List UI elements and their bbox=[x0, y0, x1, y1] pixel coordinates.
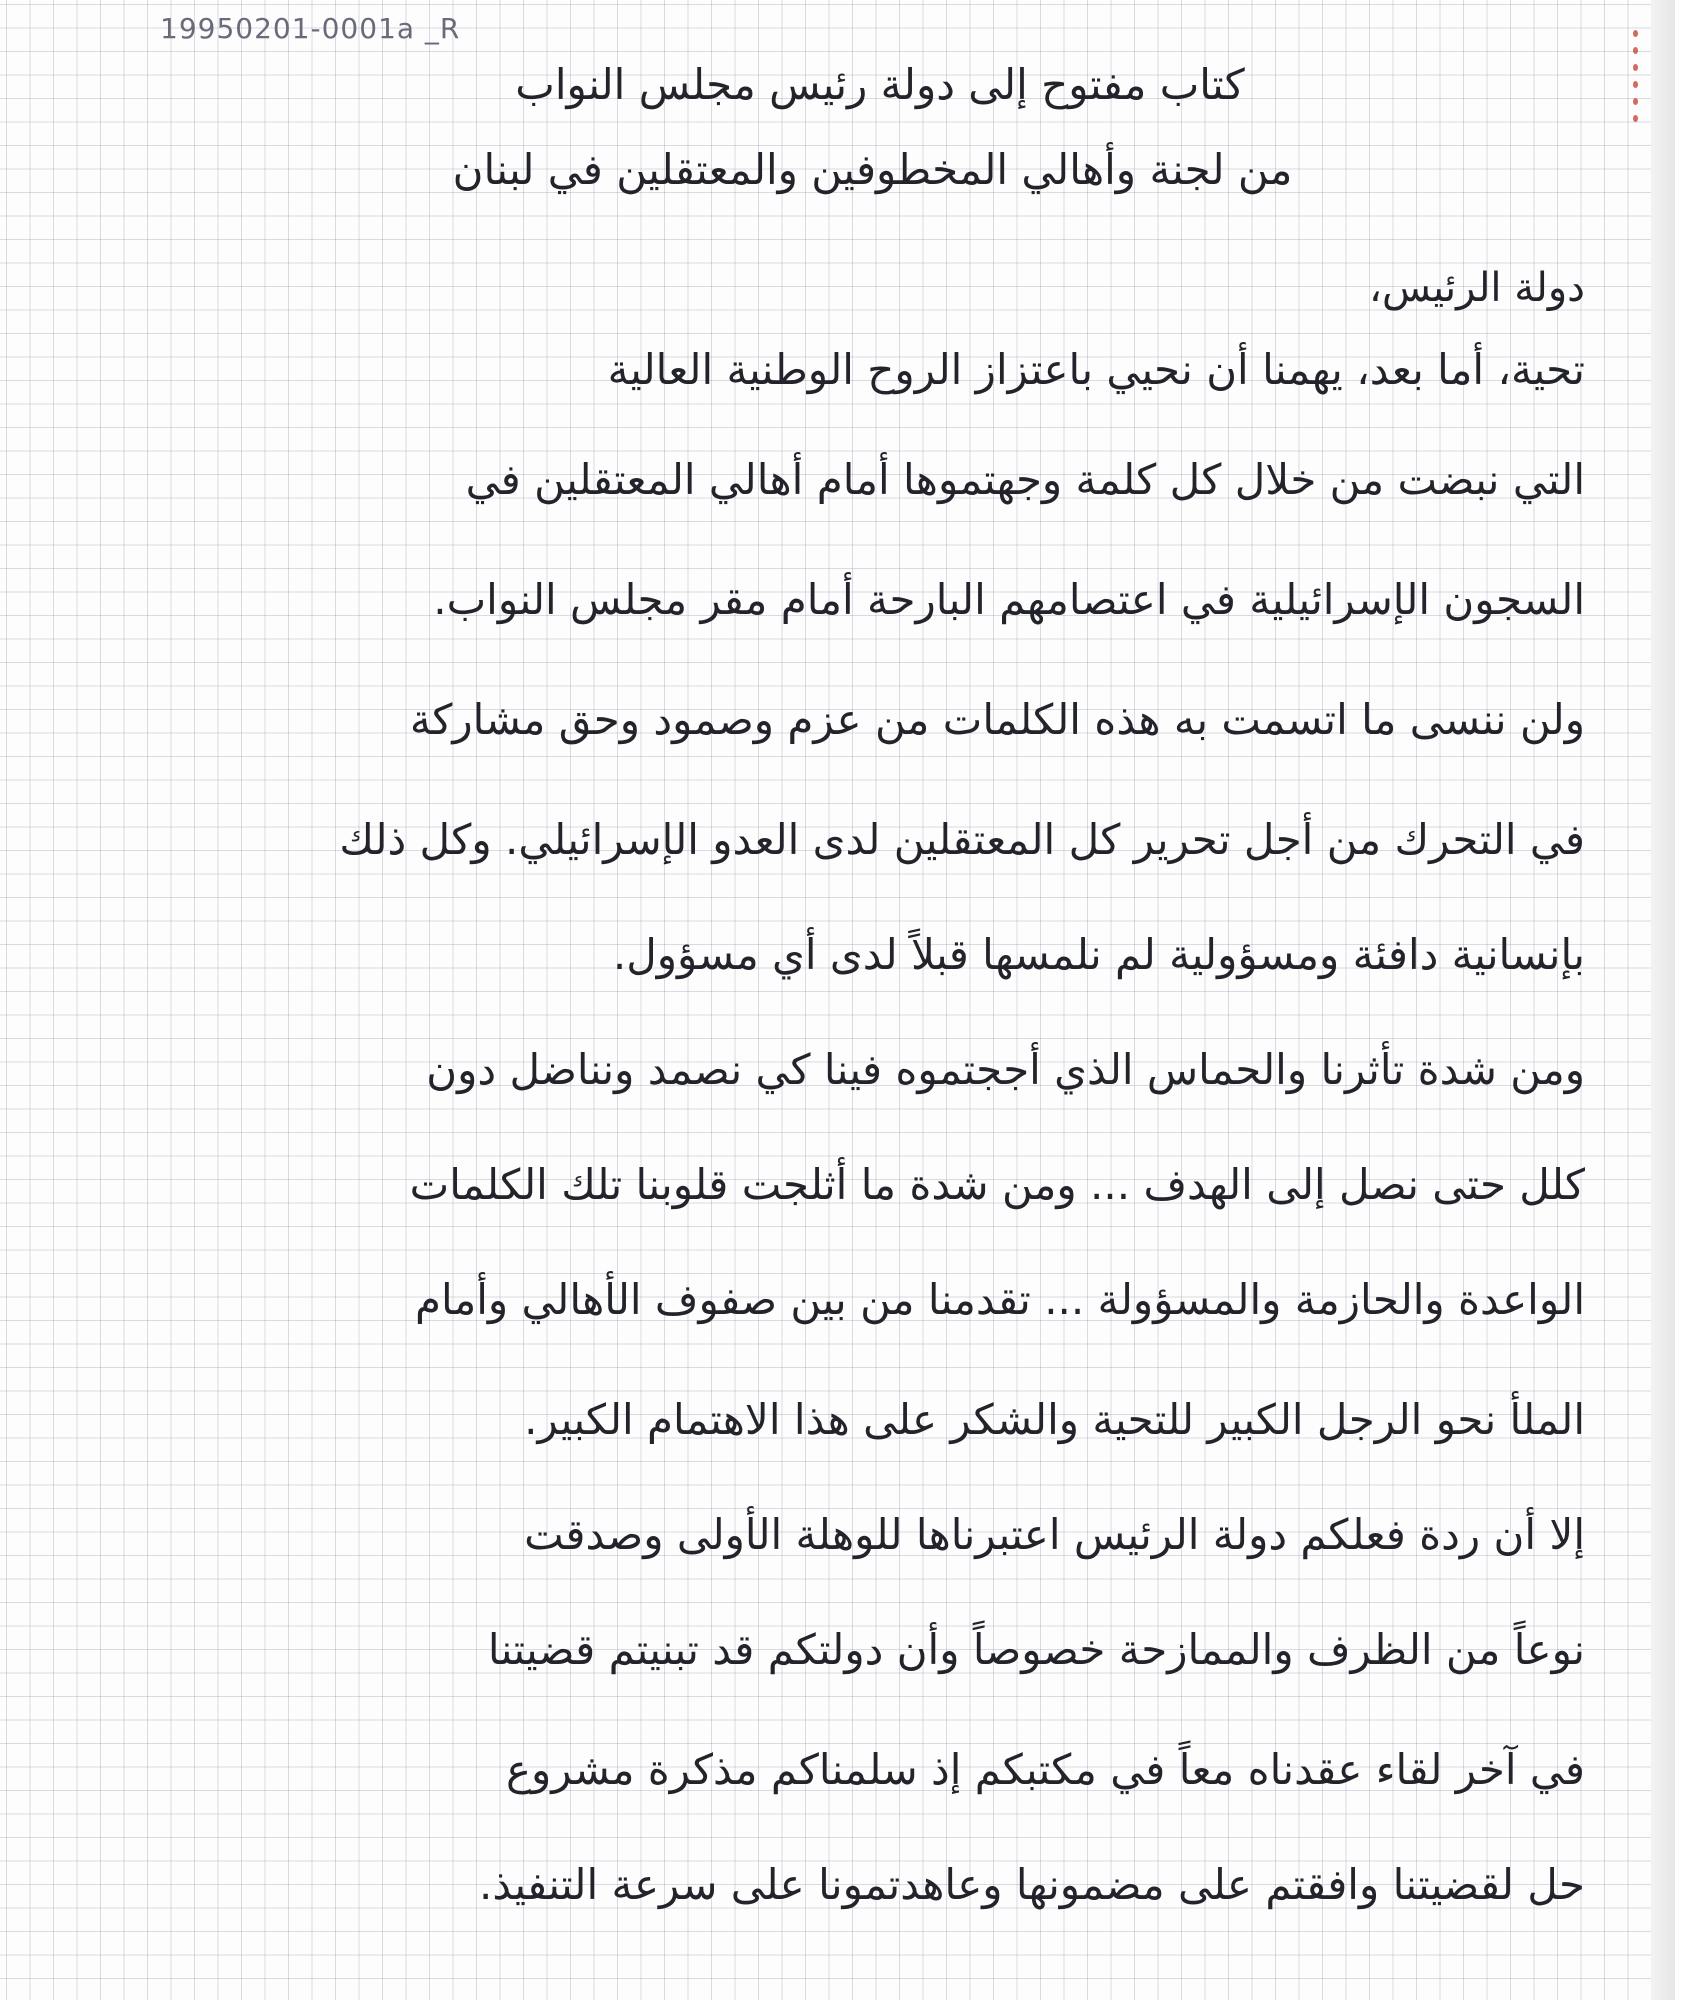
salutation: دولة الرئيس، bbox=[1369, 265, 1585, 311]
body-line-8: كلل حتى نصل إلى الهدف ... ومن شدة ما أثلجت قلوبنا تلك الكلمات bbox=[409, 1160, 1585, 1209]
page-edge-marks bbox=[1625, 20, 1645, 132]
body-line-11: إلا أن ردة فعلكم دولة الرئيس اعتبرناها للوهلة الأولى وصدقت bbox=[524, 1510, 1585, 1559]
body-line-2: التي نبضت من خلال كل كلمة وجهتموها أمام أهالي المعتقلين في bbox=[465, 455, 1585, 504]
body-line-7: ومن شدة تأثرنا والحماس الذي أججتموه فينا كي نصمد ونناضل دون bbox=[426, 1045, 1585, 1094]
document-id: 19950201-0001a _R bbox=[160, 12, 461, 45]
body-line-10: الملأ نحو الرجل الكبير للتحية والشكر على هذا الاهتمام الكبير. bbox=[524, 1395, 1585, 1444]
letter-title-line-1: كتاب مفتوح إلى دولة رئيس مجلس النواب bbox=[515, 60, 1245, 109]
letter-title-line-2: من لجنة وأهالي المخطوفين والمعتقلين في لبنان bbox=[452, 145, 1293, 194]
body-line-13: في آخر لقاء عقدناه معاً في مكتبكم إذ سلمناكم مذكرة مشروع bbox=[505, 1745, 1585, 1794]
body-line-9: الواعدة والحازمة والمسؤولة ... تقدمنا من بين صفوف الأهالي وأمام bbox=[414, 1275, 1585, 1324]
body-line-5: في التحرك من أجل تحرير كل المعتقلين لدى العدو الإسرائيلي. وكل ذلك bbox=[339, 815, 1585, 864]
body-line-4: ولن ننسى ما اتسمت به هذه الكلمات من عزم وصمود وحق مشاركة bbox=[409, 695, 1585, 744]
body-line-3: السجون الإسرائيلية في اعتصامهم البارحة أمام مقر مجلس النواب. bbox=[433, 575, 1585, 624]
page-edge bbox=[1651, 0, 1675, 2000]
body-line-12: نوعاً من الظرف والممازحة خصوصاً وأن دولتكم قد تبنيتم قضيتنا bbox=[487, 1625, 1585, 1674]
body-line-14: حل لقضيتنا وافقتم على مضمونها وعاهدتمونا على سرعة التنفيذ. bbox=[478, 1860, 1585, 1909]
body-line-1: تحية، أما بعد، يهمنا أن نحيي باعتزاز الروح الوطنية العالية bbox=[607, 345, 1585, 394]
body-line-6: بإنسانية دافئة ومسؤولية لم نلمسها قبلاً لدى أي مسؤول. bbox=[612, 930, 1585, 979]
